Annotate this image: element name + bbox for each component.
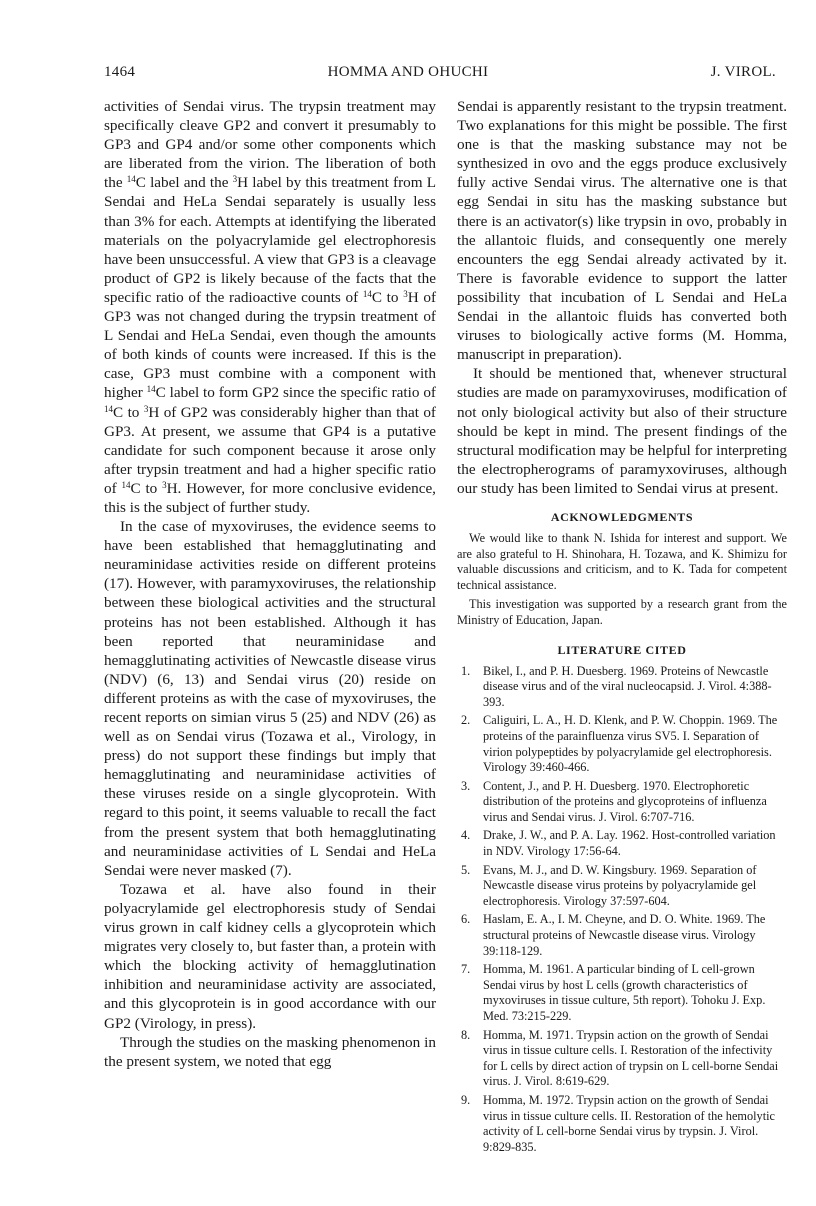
reference-text: Content, J., and P. H. Duesberg. 1970. Electrophoretic distribution of the proteins and glycoproteins of influenza virus and Sendai virus. J. Virol. 6:707-716. [483,778,767,824]
isotope-superscript: 3 [403,288,408,299]
isotope-superscript: 3 [143,403,149,414]
isotope-superscript: 14 [126,174,136,185]
isotope-superscript: 14 [104,403,113,414]
left-column [104,97,436,1071]
isotope-superscript: 14 [362,288,372,299]
isotope-superscript: 3 [232,174,238,185]
reference-item [457,779,787,826]
running-head-journal: J. VIROL. [710,64,776,80]
text-run: H of GP3 was not changed during the trypsin treatment of L Sendai and HeLa Sendai, even though the amounts of both kinds of counts were increased. If this is the case, GP3 must combine with a component with higher [104,288,436,402]
right-column [457,97,787,1158]
literature-cited-heading: LITERATURE CITED [557,642,687,657]
text-run: C label and the [135,174,233,192]
text-run: C to [130,479,163,497]
reference-number: 3. [461,778,471,793]
reference-number: 9. [461,1092,471,1107]
reference-text: Haslam, E. A., I. M. Cheyne, and D. O. White. 1969. The structural proteins of Newcastle disease virus. Virology 39:118-129. [483,912,766,958]
acknowledgments-text: We would like to thank N. Ishida for interest and support. We are also grateful to H. Shinohara, H. Tozawa, and K. Shimizu for valuable discussions and criticism, and to K. Tada for competent technical assistance. [457,530,787,592]
isotope-superscript: 14 [146,384,156,395]
text-run: H label by this treatment from L Sendai and HeLa Sendai separately is usually less than 3% for each. Attempts at identifying the liberated materials on the polyacrylamide gel electrophoresis have been unsuccessful. A view that GP3 is a cleavage product of GP2 is likely because of the facts that the specific ratio of the radioactive counts of [104,174,436,306]
reference-number: 8. [461,1027,471,1042]
reference-list [457,664,787,1156]
page-number: 1464 [104,64,136,80]
reference-item [457,664,787,711]
reference-item [457,912,787,959]
reference-item [457,1093,787,1155]
reference-text: Homma, M. 1972. Trypsin action on the growth of Sendai virus in tissue culture cells. II. Restoration of the hemolytic activity of L cell-borne Sendai virus by trypsin. J. Virol. 9:829-835. [483,1092,775,1154]
text-run: C to [113,403,144,421]
body-paragraph-6: It should be mentioned that, whenever structural studies are made on paramyxoviruses, modification of not only biological activity but also of their structure should be kept in mind. The present findings of the structural modification may be helpful for interpreting the electropherograms of paramyxoviruses, although our study has been limited to Sendai virus at present. [457,365,787,497]
reference-text: Caliguiri, L. A., H. D. Klenk, and P. W. Choppin. 1969. The proteins of the parainfluenza virus SV5. I. Separation of virion polypeptides by polyacrylamide gel electrophoresis. Virology 39:460-466. [483,713,778,775]
reference-number: 2. [461,713,471,728]
acknowledgments-heading: ACKNOWLEDGMENTS [550,509,694,524]
reference-item [457,828,787,859]
text-run: C to [371,288,404,306]
running-head-authors: HOMMA AND OHUCHI [327,64,489,80]
reference-number: 4. [461,828,471,843]
text-run: activities of Sendai virus. The trypsin treatment may specifically cleave GP2 and convert it presumably to GP3 and GP4 and/or some other components which are liberated from the virion. The liberation of both the [104,98,436,192]
reference-text: Bikel, I., and P. H. Duesberg. 1969. Proteins of Newcastle disease virus and of the viral nucleocapsid. J. Virol. 4:388-393. [483,663,772,709]
funding-text: This investigation was supported by a research grant from the Ministry of Education, Japan. [457,597,787,627]
text-run: H. However, for more conclusive evidence, this is the subject of further study. [104,479,436,516]
reference-text: Evans, M. J., and D. W. Kingsbury. 1969. Separation of Newcastle disease virus proteins by polyacrylamide gel electrophoresis. Virology 37:597-604. [483,862,757,908]
isotope-superscript: 14 [121,479,131,490]
reference-text: Homma, M. 1961. A particular binding of L cell-grown Sendai virus by host L cells (growth characteristics of myxoviruses in tissue culture, 5th report). Tohoku J. Exp. Med. 73:215-229. [483,962,766,1023]
reference-item [457,713,787,775]
reference-item [457,863,787,910]
isotope-superscript: 3 [162,479,167,490]
text-run: C label to form GP2 since the specific ratio of [155,384,436,402]
body-paragraph-4: Through the studies on the masking phenomenon in the present system, we noted that egg [104,1033,436,1070]
body-paragraph-5: Sendai is apparently resistant to the trypsin treatment. Two explanations for this might be possible. The first one is that the masking substance may not be synthesized in ovo and the eggs produce exclusively fully active Sendai virus. The alternative one is that egg Sendai in situ has the masking substance but there is an activator(s) like trypsin in ovo, probably in the allantoic fluids, and consequently one merely encounters the egg Sendai already activated by it. There is favorable evidence to support the latter possibility that incubation of L Sendai and HeLa Sendai in the allantoic fluids has converted both viruses to biologically active forms (M. Homma, manuscript in preparation). [457,98,787,364]
reference-item [457,962,787,1024]
reference-number: 1. [461,663,471,678]
reference-number: 5. [461,862,471,877]
reference-text: Homma, M. 1971. Trypsin action on the growth of Sendai virus in tissue culture cells. I. Restoration of the infectivity for L cells by direct action of trypsin on L cell-borne Sendai virus. J. Virol. 8:619-629. [483,1027,779,1089]
reference-number: 7. [461,962,471,977]
reference-text: Drake, J. W., and P. A. Lay. 1962. Host-controlled variation in NDV. Virology 17:56-64. [483,828,776,859]
body-paragraph-3: Tozawa et al. have also found in their polyacrylamide gel electrophoresis study of Sendai virus grown in calf kidney cells a glycoprotein which migrates very closely to, but faster than, a protein with which the blocking activity of hemagglutination inhibition and neuraminidase activity are associated, and this glycoprotein is in good accordance with our GP2 (Virology, in press). [104,880,436,1032]
text-run: H of GP2 was considerably higher than that of GP3. At present, we assume that GP4 is a putative candidate for such component because it arose only after trypsin treatment and had a higher specific ratio of [104,403,436,497]
reference-item [457,1028,787,1090]
body-paragraph-1 [104,97,436,517]
reference-number: 6. [461,912,471,927]
body-paragraph-2: In the case of myxoviruses, the evidence seems to have been established that hemagglutinating and neuraminidase activities reside on different proteins (17). However, with paramyxoviruses, the relationship between these biological activities and the structural proteins has not been established. Although it has been reported that neuraminidase and hemagglutinating activities of Newcastle disease virus (NDV) (6, 13) and Sendai virus (20) reside on different proteins as with the case of myxoviruses, the recent reports on simian virus 5 (25) and NDV (26) as well as on Sendai virus (Tozawa et al., Virology, in press) do not support these findings but imply that hemagglutinating and neuraminidase activities of these viruses reside on a single glycoprotein. With regard to this point, it seems valuable to recall the fact from the present system that both hemagglutinating and neuraminidase activities of L Sendai and HeLa Sendai were never masked (7). [104,518,436,879]
